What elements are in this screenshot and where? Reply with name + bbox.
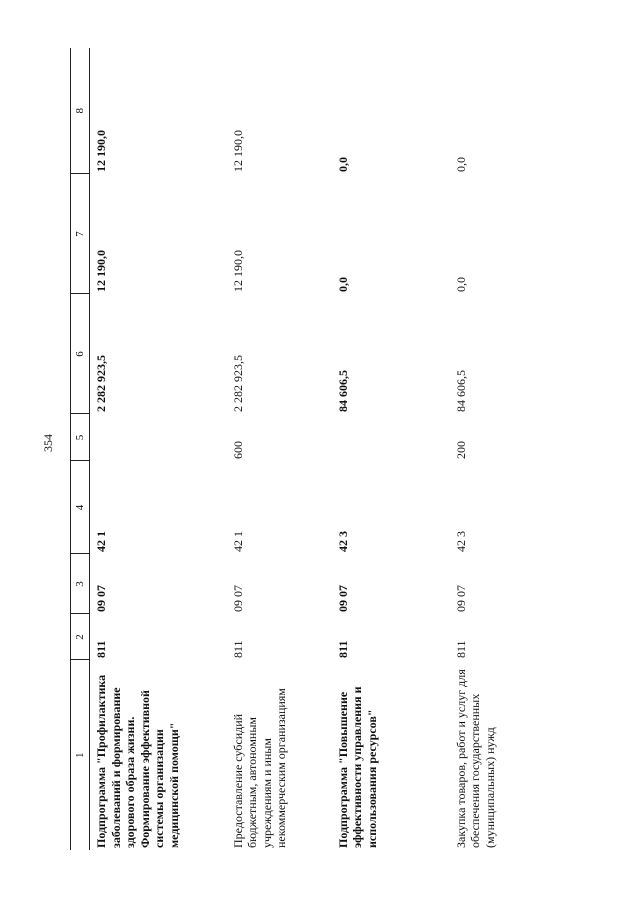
cell-amount-2: 12 190,0 [94, 250, 108, 292]
cell-expense-type [90, 414, 227, 461]
header-col-1: 1 [74, 752, 86, 758]
cell-target-code: 42 3 [335, 531, 350, 552]
cell-amount-2: 0,0 [335, 277, 350, 292]
cell-ministry-code: 811 [94, 640, 108, 658]
table-row [332, 48, 450, 850]
cell-ministry-code: 811 [335, 640, 350, 658]
header-col-5: 5 [71, 414, 90, 461]
cell-amount-1: 84 606,5 [453, 370, 468, 412]
cell-target-code: 42 1 [94, 531, 108, 552]
row-name: Подпрограмма "Профилактика заболеваний и формирование здорового образа жизни. Формирование эффективной системы организации медицинской помощи" [94, 674, 181, 848]
cell-expense-type: 200 [453, 441, 468, 459]
cell-expense-type: 600 [230, 441, 245, 459]
header-col-8: 8 [71, 48, 90, 174]
cell-amount-1: 84 606,5 [335, 370, 350, 412]
header-col-4: 4 [71, 461, 90, 554]
cell-amount-3: 12 190,0 [94, 130, 108, 172]
header-col-6: 6 [71, 294, 90, 414]
cell-amount-1: 2 282 923,5 [230, 355, 245, 412]
table-row [450, 48, 536, 850]
cell-amount-2: 12 190,0 [230, 250, 245, 292]
header-col-7: 7 [71, 174, 90, 294]
header-col-2: 2 [71, 614, 90, 660]
cell-amount-2: 0,0 [453, 277, 468, 292]
row-name: Предоставление субсидий бюджетным, автономным учреждениям и иным некоммерческим организациям [230, 688, 289, 848]
cell-section-code: 09 07 [230, 585, 245, 612]
cell-amount-3: 12 190,0 [230, 130, 245, 172]
cell-amount-1: 2 282 923,5 [94, 355, 108, 412]
cell-section-code: 09 07 [335, 585, 350, 612]
cell-ministry-code: 811 [230, 640, 245, 658]
header-col-3: 3 [71, 554, 90, 614]
cell-target-code: 42 3 [453, 531, 468, 552]
table-row [227, 48, 332, 850]
cell-section-code: 09 07 [453, 585, 468, 612]
cell-ministry-code: 811 [453, 640, 468, 658]
budget-table [70, 48, 536, 850]
header-row [71, 48, 90, 850]
cell-target-code: 42 1 [230, 531, 245, 552]
page-number: 354 [41, 434, 55, 452]
row-name: Подпрограмма "Повышение эффективности управления и использования ресурсов" [335, 686, 379, 848]
cell-amount-3: 0,0 [335, 157, 350, 172]
cell-expense-type [332, 414, 450, 461]
row-name: Закупка товаров, работ и услуг для обеспечения государственных (муниципальных) нужд [453, 669, 497, 848]
cell-amount-3: 0,0 [453, 157, 468, 172]
table-row [90, 48, 227, 850]
rotated-page-content [70, 48, 540, 850]
cell-section-code: 09 07 [94, 585, 108, 612]
